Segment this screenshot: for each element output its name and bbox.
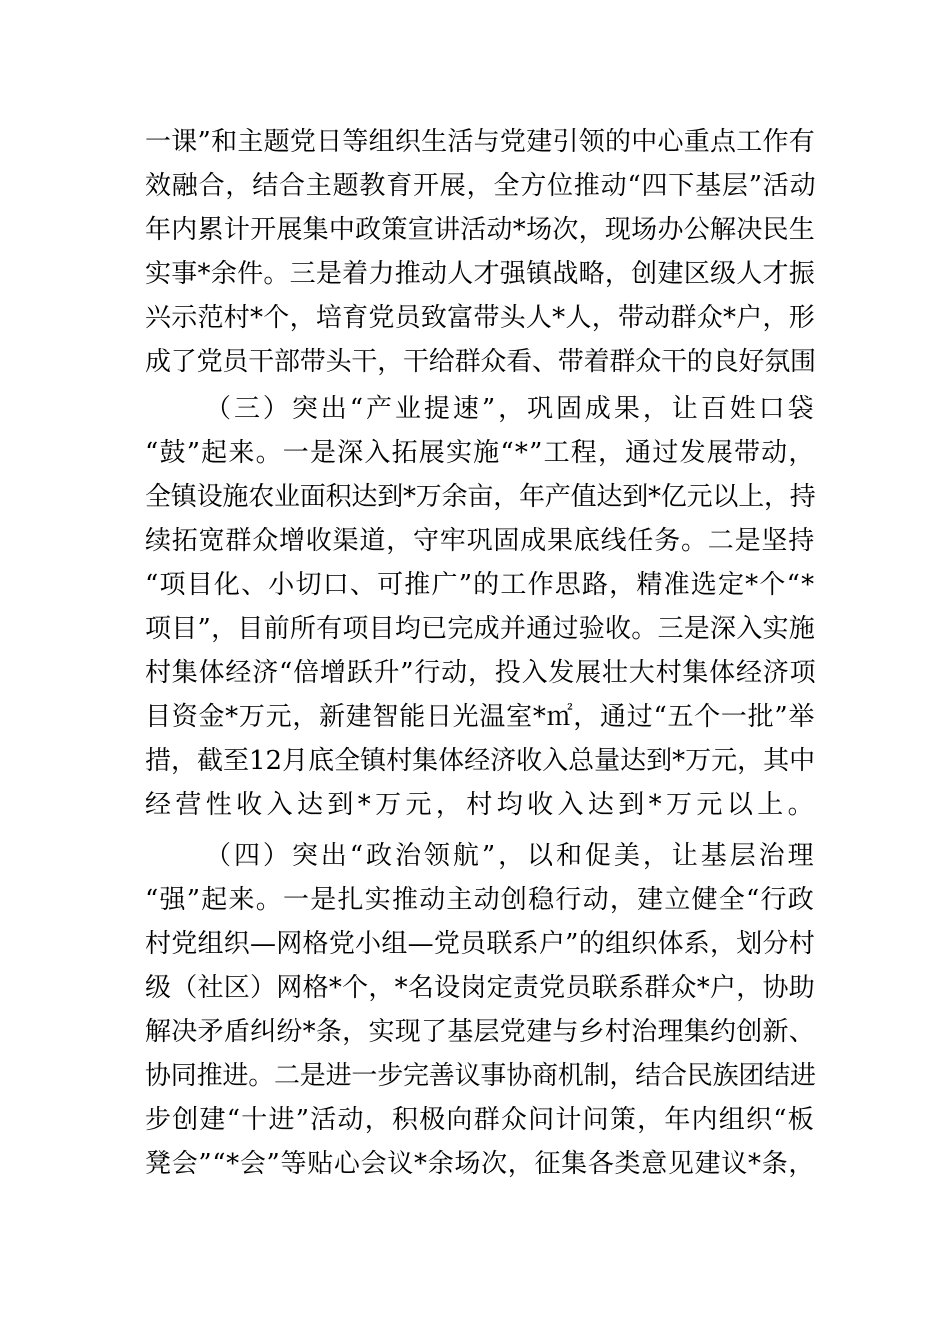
section-heading-line: （三）突出“产业提速”，巩固成果，让百姓口袋 xyxy=(205,394,815,424)
text-line: 兴示范村*个，培育党员致富带头人*人，带动群众*户，形 xyxy=(145,303,815,333)
text-line: 实事*余件。三是着力推动人才强镇战略，创建区级人才振 xyxy=(145,259,815,289)
text-line: 续拓宽群众增收渠道，守牢巩固成果底线任务。二是坚持 xyxy=(145,526,816,556)
text-line: 步创建“十进”活动，积极向群众问计问策，年内组织“板 xyxy=(145,1105,815,1135)
text-line: 协同推进。二是进一步完善议事协商机制，结合民族团结进 xyxy=(145,1061,816,1091)
text-line: 项目”，目前所有项目均已完成并通过验收。三是深入实施 xyxy=(145,614,815,644)
text-line: 成了党员干部带头干，干给群众看、带着群众干的良好氛围 xyxy=(145,347,816,377)
text-line: 目资金*万元，新建智能日光温室*㎡，通过“五个一批”举 xyxy=(145,702,815,732)
section-heading-line: （四）突出“政治领航”，以和促美，让基层治理 xyxy=(205,841,815,871)
text-line: 年内累计开展集中政策宣讲活动*场次，现场办公解决民生 xyxy=(145,215,815,245)
text-line: 解决矛盾纠纷*条，实现了基层党建与乡村治理集约创新、 xyxy=(145,1017,815,1047)
text-line: 全镇设施农业面积达到*万余亩，年产值达到*亿元以上，持 xyxy=(145,482,816,512)
text-line: 效融合，结合主题教育开展，全方位推动“四下基层”活动 xyxy=(145,171,817,201)
text-line: “强”起来。一是扎实推动主动创稳行动，建立健全“行政 xyxy=(145,885,815,915)
paragraph-3 xyxy=(145,387,815,871)
text-line: “项目化、小切口、可推广”的工作思路，精准选定*个“* xyxy=(145,570,816,600)
text-line: 村集体经济“倍增跃升”行动，投入发展壮大村集体经济项 xyxy=(145,658,817,688)
text-line: 级（社区）网格*个，*名设岗定责党员联系群众*户，协助 xyxy=(145,973,815,1003)
text-line: 一课”和主题党日等组织生活与党建引领的中心重点工作有 xyxy=(145,127,815,157)
text-line: 经营性收入达到*万元，村均收入达到*万元以上。 xyxy=(145,790,815,820)
paragraph-4 xyxy=(145,834,815,1186)
paragraph-2-continued xyxy=(145,120,815,384)
text-line: 凳会”“*会”等贴心会议*余场次，征集各类意见建议*条， xyxy=(145,1149,815,1179)
text-line: 措，截至12月底全镇村集体经济收入总量达到*万元，其中 xyxy=(145,746,816,776)
text-line: “鼓”起来。一是深入拓展实施“*”工程，通过发展带动， xyxy=(145,438,816,468)
text-line: 村党组织—网格党小组—党员联系户”的组织体系，划分村 xyxy=(145,929,815,959)
